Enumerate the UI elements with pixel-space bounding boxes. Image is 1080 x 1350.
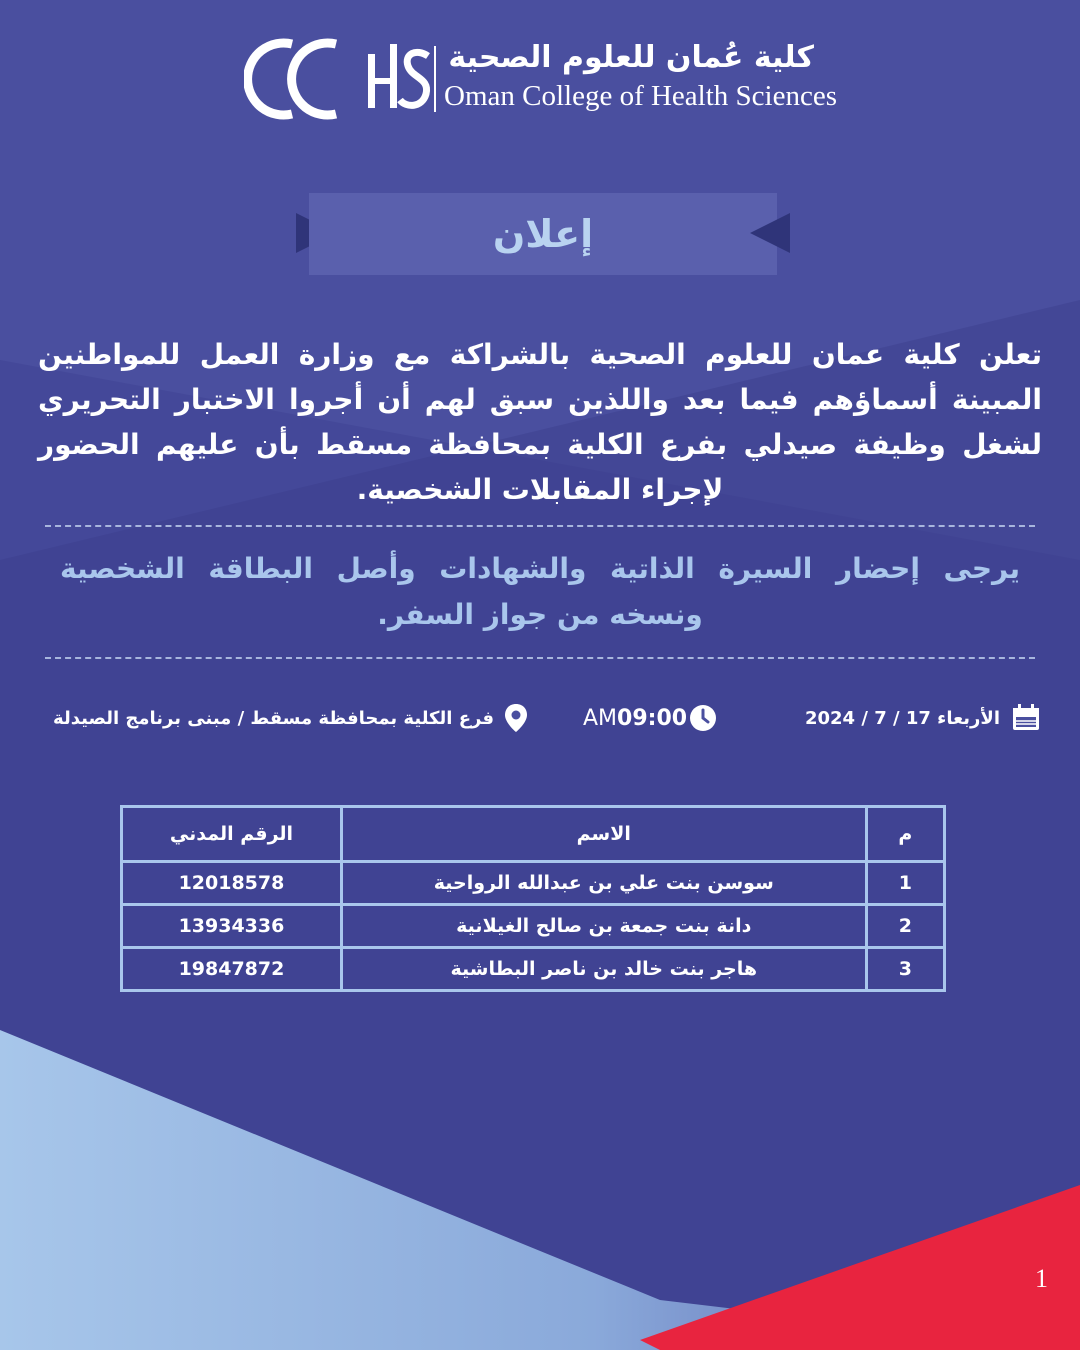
banner-title: إعلان xyxy=(492,212,594,256)
table-row xyxy=(122,862,945,905)
header-number: م xyxy=(866,807,944,862)
row-number: 3 xyxy=(866,948,944,991)
announcement-text: تعلن كلية عمان للعلوم الصحية بالشراكة مع وزارة العمل للمواطنين المبينة أسماؤهم فيما بعد واللذين سبق لهم أن أجروا الاختبار التحريري لشغل وظيفة صيدلي بفرع الكلية بمحافظة مسقط بأن عليهم الحضور لإجراء المقابلات الشخصية. xyxy=(38,338,1042,506)
row-name: هاجر بنت خالد بن ناصر البطاشية xyxy=(341,948,866,991)
table-row xyxy=(122,948,945,991)
header-name: الاسم xyxy=(341,807,866,862)
row-civil-id: 13934336 xyxy=(122,905,342,948)
page-number: 1 xyxy=(1035,1264,1048,1293)
candidates-table xyxy=(120,805,946,992)
time-period: AM xyxy=(583,705,618,731)
table-header-row xyxy=(122,807,945,862)
date-info xyxy=(805,700,1042,736)
row-number: 2 xyxy=(866,905,944,948)
row-name: سوسن بنت علي بن عبدالله الرواحية xyxy=(341,862,866,905)
title-banner xyxy=(309,193,777,275)
calendar-icon xyxy=(1010,703,1042,733)
clock-icon xyxy=(689,704,717,732)
row-civil-id: 12018578 xyxy=(122,862,342,905)
location-text: فرع الكلية بمحافظة مسقط / مبنى برنامج الصيدلة xyxy=(53,707,494,729)
college-logo xyxy=(244,38,837,120)
location-info xyxy=(53,700,528,736)
banner-arrow-right xyxy=(750,213,790,253)
divider-top xyxy=(45,525,1035,527)
date-text: الأربعاء 17 / 7 / 2024 xyxy=(804,707,1000,729)
requirements-text: يرجى إحضار السيرة الذاتية والشهادات وأصل البطاقة الشخصية ونسخه من جواز السفر. xyxy=(60,552,1020,631)
row-civil-id: 19847872 xyxy=(122,948,342,991)
row-name: دانة بنت جمعة بن صالح الغيلانية xyxy=(341,905,866,948)
logo-arabic-name: كلية عُمان للعلوم الصحية xyxy=(448,40,814,75)
location-pin-icon xyxy=(504,703,528,733)
row-number: 1 xyxy=(866,862,944,905)
ochs-logo-mark xyxy=(244,38,434,120)
time-value: 09:00 xyxy=(617,705,688,731)
header-civil-id: الرقم المدني xyxy=(122,807,342,862)
table-row xyxy=(122,905,945,948)
time-info xyxy=(583,700,717,736)
logo-english-name: Oman College of Health Sciences xyxy=(444,80,837,112)
divider-bottom xyxy=(45,657,1035,659)
logo-divider xyxy=(434,46,436,112)
